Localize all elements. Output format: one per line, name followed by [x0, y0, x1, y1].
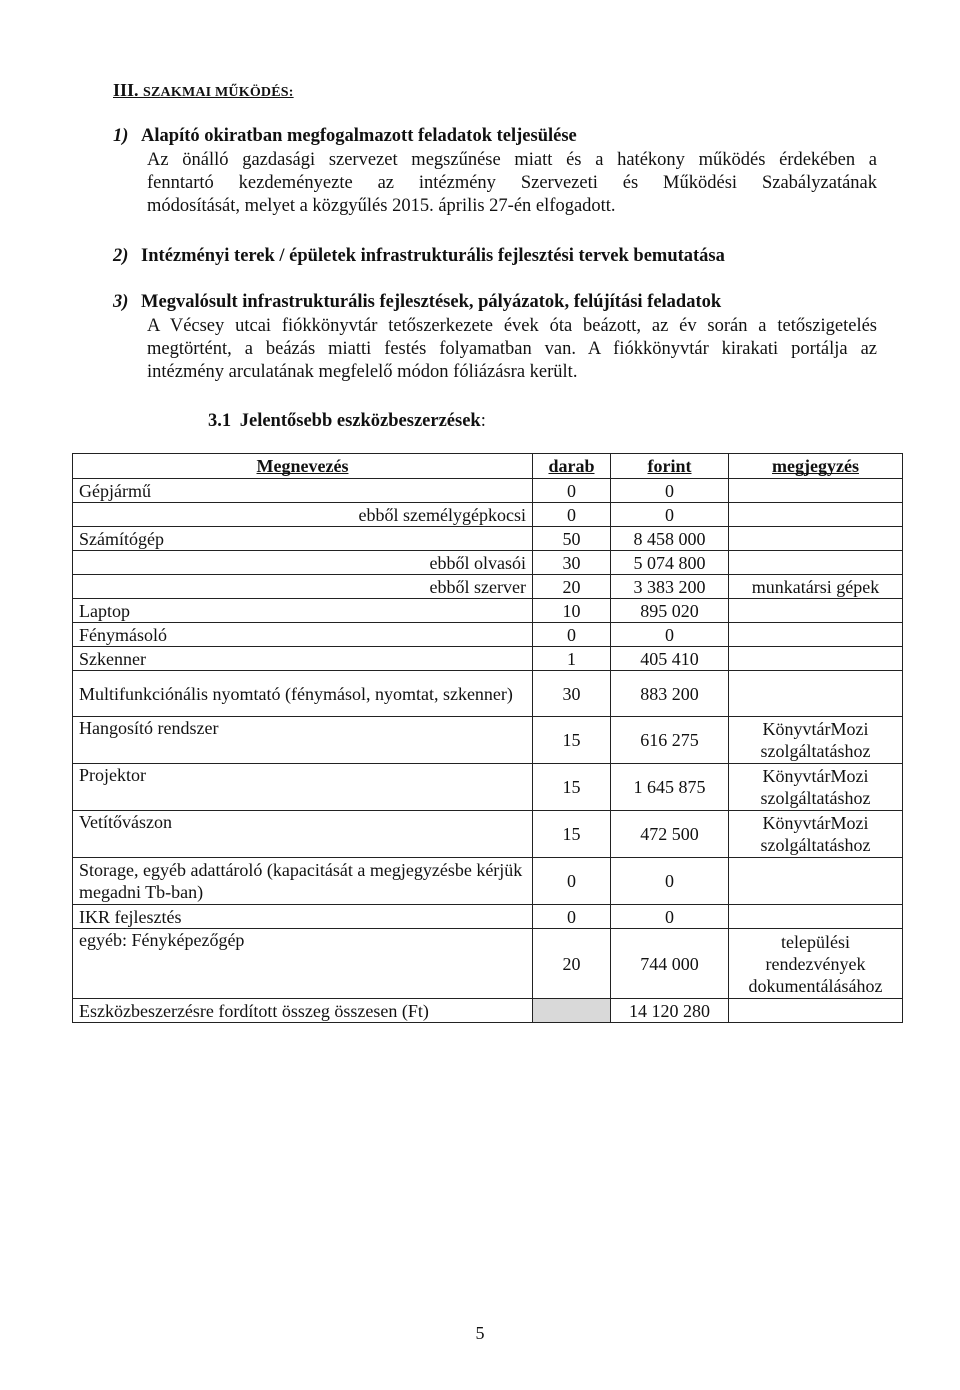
table-row — [73, 905, 903, 929]
s1-heading — [113, 125, 577, 148]
section-title: SZAKMAI MŰKÖDÉS: — [143, 85, 294, 100]
row-qty: 15 — [533, 764, 611, 811]
row-name: egyéb: Fényképezőgép — [73, 929, 533, 999]
section-heading — [113, 80, 294, 101]
s3-number: 3) — [113, 292, 129, 312]
table-row — [73, 929, 903, 999]
row-name: Gépjármű — [73, 479, 533, 503]
row-qty: 0 — [533, 905, 611, 929]
row-note — [729, 599, 903, 623]
row-name: Storage, egyéb adattároló (kapacitását a megjegyzésbe kérjük megadni Tb-ban) — [73, 858, 533, 905]
row-name: Laptop — [73, 599, 533, 623]
row-price: 1 645 875 — [611, 764, 729, 811]
row-price: 0 — [611, 858, 729, 905]
row-qty: 20 — [533, 929, 611, 999]
table-header-row — [73, 454, 903, 479]
row-price: 895 020 — [611, 599, 729, 623]
row-note — [729, 527, 903, 551]
row-price: 883 200 — [611, 671, 729, 717]
total-note — [729, 999, 903, 1023]
row-price: 472 500 — [611, 811, 729, 858]
row-name: Fénymásoló — [73, 623, 533, 647]
row-note — [729, 479, 903, 503]
table-total-row — [73, 999, 903, 1023]
total-label: Eszközbeszerzésre fordított összeg összesen (Ft) — [73, 999, 533, 1023]
table-row — [73, 527, 903, 551]
s2-number: 2) — [113, 246, 129, 266]
row-qty: 0 — [533, 479, 611, 503]
s3-line: A Vécsey utcai fiókkönyvtár tetőszerkezete évek óta beázott, az év során a tetőszigetelés — [147, 316, 877, 336]
section-number: III. — [113, 80, 139, 100]
row-price: 0 — [611, 479, 729, 503]
table-row — [73, 623, 903, 647]
row-note — [729, 647, 903, 671]
row-note: munkatársi gépek — [729, 575, 903, 599]
s31-number: 3.1 — [208, 411, 232, 431]
row-qty: 30 — [533, 671, 611, 717]
row-note — [729, 671, 903, 717]
row-price: 744 000 — [611, 929, 729, 999]
header-name: Megnevezés — [73, 454, 533, 479]
row-qty: 20 — [533, 575, 611, 599]
row-qty: 30 — [533, 551, 611, 575]
row-note — [729, 551, 903, 575]
total-qty-shaded — [533, 999, 611, 1023]
s1-paragraph — [147, 149, 877, 218]
page-number: 5 — [475, 1323, 485, 1343]
table-row — [73, 671, 903, 717]
row-note — [729, 905, 903, 929]
s1-line: módosítását, melyet a közgyűlés 2015. április 27-én elfogadott. — [147, 196, 616, 216]
s3-line: megtörtént, a beázás miatti festés folyamatban van. A fiókkönyvtár kirakati portálja az — [147, 339, 877, 359]
row-price: 0 — [611, 623, 729, 647]
table-row — [73, 764, 903, 811]
total-price: 14 120 280 — [611, 999, 729, 1023]
row-name: Projektor — [73, 764, 533, 811]
row-note: KönyvtárMozi szolgáltatáshoz — [729, 717, 903, 764]
s31-title: Jelentősebb eszközbeszerzések — [239, 411, 481, 431]
header-note: megjegyzés — [729, 454, 903, 479]
row-qty: 15 — [533, 717, 611, 764]
row-qty: 1 — [533, 647, 611, 671]
s1-title: Alapító okiratban megfogalmazott feladatok teljesülése — [141, 126, 577, 146]
row-price: 5 074 800 — [611, 551, 729, 575]
s1-number: 1) — [113, 126, 129, 146]
row-price: 0 — [611, 905, 729, 929]
row-note — [729, 623, 903, 647]
row-name: IKR fejlesztés — [73, 905, 533, 929]
table-row — [73, 599, 903, 623]
row-qty: 0 — [533, 858, 611, 905]
header-qty: darab — [533, 454, 611, 479]
s2-heading — [113, 245, 725, 268]
table-row — [73, 551, 903, 575]
table-row — [73, 575, 903, 599]
row-note: KönyvtárMozi szolgáltatáshoz — [729, 764, 903, 811]
row-qty: 50 — [533, 527, 611, 551]
row-price: 8 458 000 — [611, 527, 729, 551]
row-qty: 0 — [533, 503, 611, 527]
s3-paragraph — [147, 315, 877, 384]
row-name: Számítógép — [73, 527, 533, 551]
acquisitions-table — [72, 453, 903, 1023]
row-name: Multifunkciónális nyomtató (fénymásol, nyomtat, szkenner) — [73, 671, 533, 717]
table-row — [73, 503, 903, 527]
row-name: Vetítővászon — [73, 811, 533, 858]
s3-line: intézmény arculatának megfelelő módon fóliázásra került. — [147, 362, 578, 382]
table-row — [73, 717, 903, 764]
row-price: 0 — [611, 503, 729, 527]
s2-title: Intézményi terek / épületek infrastrukturális fejlesztési tervek bemutatása — [141, 246, 725, 266]
header-price: forint — [611, 454, 729, 479]
row-subname: ebből olvasói — [73, 551, 533, 575]
table-row — [73, 479, 903, 503]
row-qty: 15 — [533, 811, 611, 858]
s31-suffix: : — [480, 411, 486, 431]
row-note: települési rendezvények dokumentálásához — [729, 929, 903, 999]
s3-heading — [113, 291, 721, 314]
table-row — [73, 647, 903, 671]
row-price: 405 410 — [611, 647, 729, 671]
s1-line: Az önálló gazdasági szervezet megszűnése miatt és a hatékony működés érdekében a — [147, 150, 877, 170]
row-note: KönyvtárMozi szolgáltatáshoz — [729, 811, 903, 858]
s1-line: fenntartó kezdeményezte az intézmény Szervezeti és Működési Szabályzatának — [147, 173, 877, 193]
s31-heading — [208, 410, 486, 433]
table-row — [73, 858, 903, 905]
row-name: Szkenner — [73, 647, 533, 671]
row-price: 3 383 200 — [611, 575, 729, 599]
row-subname: ebből személygépkocsi — [73, 503, 533, 527]
row-subname: ebből szerver — [73, 575, 533, 599]
row-note — [729, 858, 903, 905]
row-price: 616 275 — [611, 717, 729, 764]
s3-title: Megvalósult infrastrukturális fejlesztések, pályázatok, felújítási feladatok — [141, 292, 722, 312]
table-row — [73, 811, 903, 858]
row-name: Hangosító rendszer — [73, 717, 533, 764]
row-qty: 0 — [533, 623, 611, 647]
row-qty: 10 — [533, 599, 611, 623]
row-note — [729, 503, 903, 527]
